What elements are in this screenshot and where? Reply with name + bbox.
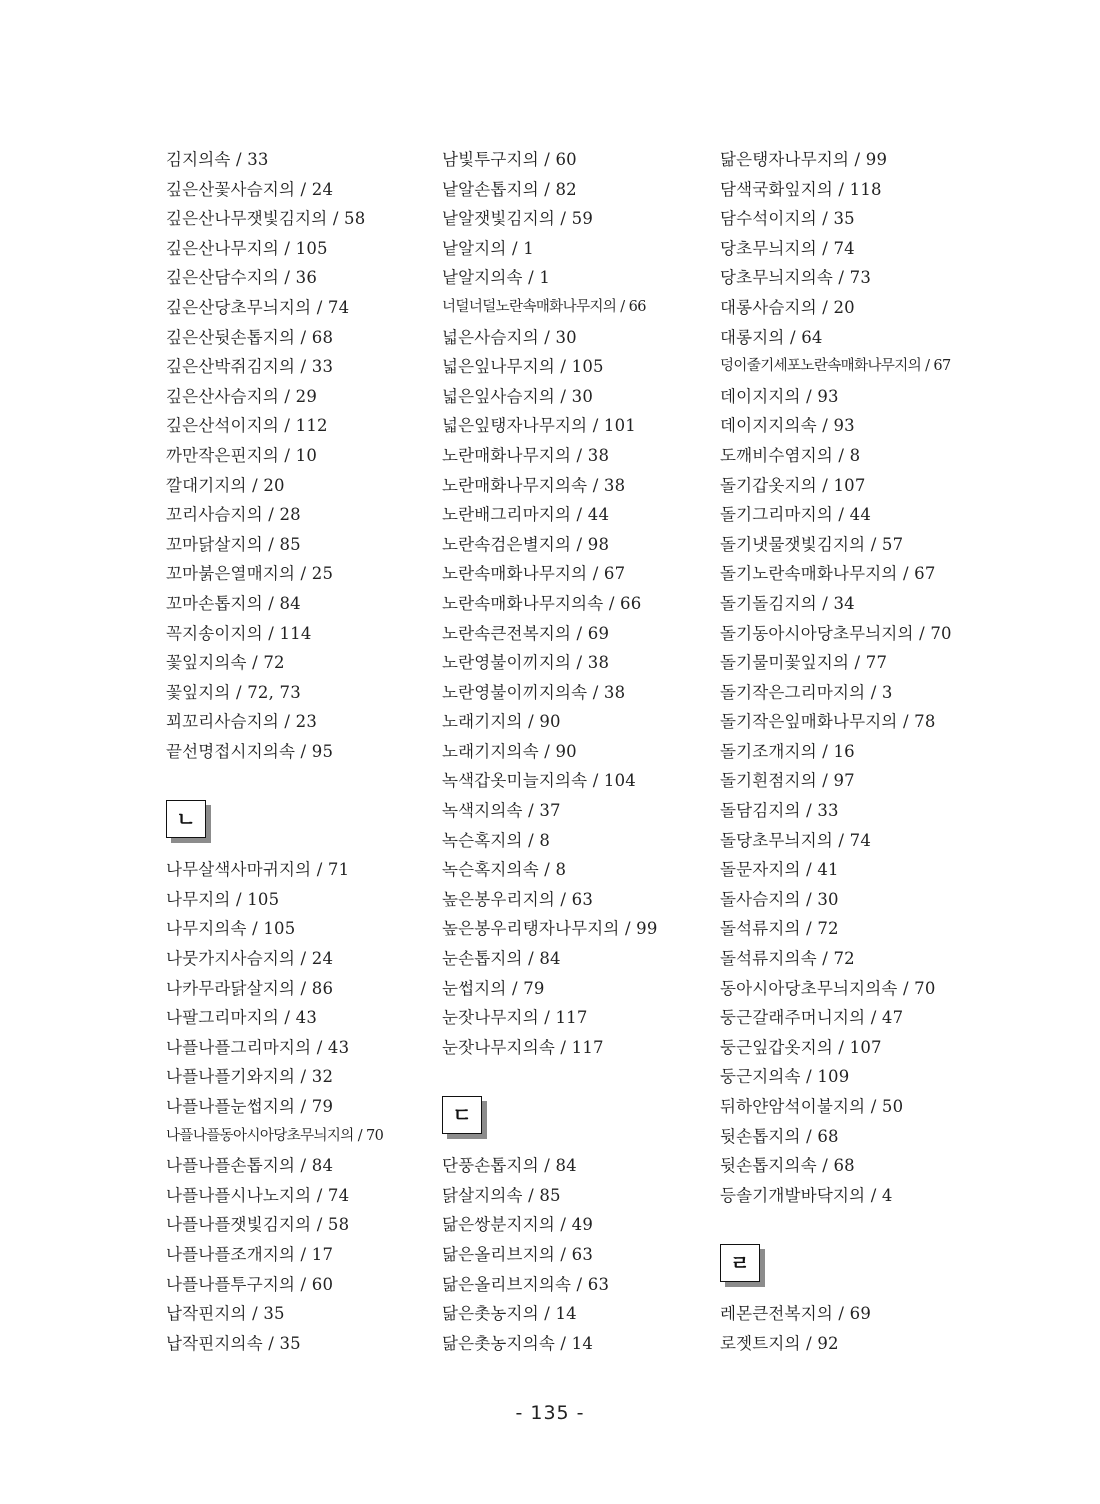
section-spacer — [166, 766, 416, 796]
index-entry: 노란매화나무지의 / 38 — [442, 445, 610, 465]
index-entry: 넓은잎탱자나무지의 / 101 — [442, 416, 636, 436]
index-entry: 김지의속 / 33 — [166, 150, 269, 169]
index-entry: 꼬리사슴지의 / 28 — [166, 505, 301, 525]
index-entry: 나플나플시나노지의 / 74 — [166, 1185, 350, 1205]
index-entry: 노란영불이끼지의속 / 38 — [442, 682, 626, 702]
index-entry: 뒤하얀암석이불지의 / 50 — [720, 1097, 904, 1116]
index-entry: 닮은올리브지의 / 63 — [442, 1244, 594, 1264]
index-entry: 노란속검은별지의 / 98 — [442, 534, 610, 554]
index-entry: 둥근지의속 / 109 — [720, 1067, 850, 1087]
index-entry: 꼭지송이지의 / 114 — [166, 623, 312, 643]
section-header — [166, 796, 416, 855]
index-entry: 깔대기지의 / 20 — [166, 475, 285, 495]
index-entry: 돌기갑옷지의 / 107 — [720, 475, 866, 495]
index-entry: 돌담김지의 / 33 — [720, 801, 839, 821]
index-entry: 눈잣나무지의 / 117 — [442, 1008, 588, 1028]
index-entry: 나팔그리마지의 / 43 — [166, 1008, 318, 1028]
index-entry: 도깨비수염지의 / 8 — [720, 445, 861, 465]
index-entry: 깊은산당초무늬지의 / 74 — [166, 297, 350, 317]
index-entry: 나무지의 / 105 — [166, 889, 280, 909]
index-entry: 뒷손톱지의속 / 68 — [720, 1156, 855, 1176]
index-entry: 낱알잿빛김지의 / 59 — [442, 209, 594, 229]
index-entry: 나플나플손톱지의 / 84 — [166, 1156, 334, 1176]
index-entry: 꽃잎지의 / 72, 73 — [166, 682, 301, 702]
index-entry: 돌석류지의 / 72 — [720, 919, 839, 939]
index-entry: 녹슨혹지의속 / 8 — [442, 860, 567, 880]
index-entry: 녹색지의속 / 37 — [442, 801, 561, 821]
index-entry: 담색국화잎지의 / 118 — [720, 179, 882, 199]
index-entry: 나플나플그리마지의 / 43 — [166, 1037, 350, 1057]
index-entry: 돌기동아시아당초무늬지의 / 70 — [720, 623, 952, 643]
index-entry: 깊은산뒷손톱지의 / 68 — [166, 327, 334, 347]
index-entry: 나플나플눈썹지의 / 79 — [166, 1097, 334, 1116]
section-spacer — [442, 1062, 697, 1092]
index-entry: 넓은잎사슴지의 / 30 — [442, 386, 594, 406]
index-entry: 돌문자지의 / 41 — [720, 860, 839, 880]
index-entry: 돌기그리마지의 / 44 — [720, 505, 872, 525]
index-entry: 돌석류지의속 / 72 — [720, 949, 855, 969]
index-entry: 대롱지의 / 64 — [720, 327, 823, 347]
index-entry: 남빛투구지의 / 60 — [442, 150, 577, 169]
index-entry: 눈손톱지의 / 84 — [442, 949, 561, 969]
index-column-3 — [720, 145, 980, 1358]
index-entry: 낱알손톱지의 / 82 — [442, 179, 577, 199]
index-entry: 데이지지의 / 93 — [720, 386, 839, 406]
index-entry: 레몬큰전복지의 / 69 — [720, 1304, 872, 1324]
section-header — [442, 1092, 697, 1151]
index-entry: 깊은산담수지의 / 36 — [166, 268, 318, 288]
index-entry: 낱알지의 / 1 — [442, 238, 534, 258]
index-entry: 돌사슴지의 / 30 — [720, 889, 839, 909]
index-entry: 닮은탱자나무지의 / 99 — [720, 150, 888, 169]
index-entry: 동아시아당초무늬지의속 / 70 — [720, 978, 936, 998]
index-entry: 로젯트지의 / 92 — [720, 1333, 839, 1353]
index-entry: 돌기조개지의 / 16 — [720, 741, 855, 761]
index-entry: 돌기노란속매화나무지의 / 67 — [720, 564, 936, 584]
index-entry: 닮은쌍분지지의 / 49 — [442, 1215, 594, 1235]
index-entry: 노란영불이끼지의 / 38 — [442, 653, 610, 673]
index-entry: 나무지의속 / 105 — [166, 919, 296, 939]
section-letter: ㄹ — [720, 1244, 760, 1282]
index-entry: 데이지지의속 / 93 — [720, 416, 855, 436]
index-entry: 꾀꼬리사슴지의 / 23 — [166, 712, 318, 732]
index-entry: 뒷손톱지의 / 68 — [720, 1126, 839, 1146]
index-entry: 노래기지의속 / 90 — [442, 741, 577, 761]
index-entry: 둥근갈래주머니지의 / 47 — [720, 1008, 904, 1028]
index-entry: 둥근잎갑옷지의 / 107 — [720, 1037, 882, 1057]
index-entry: 낱알지의속 / 1 — [442, 268, 551, 288]
index-entry: 노란속큰전복지의 / 69 — [442, 623, 610, 643]
index-entry: 눈잣나무지의속 / 117 — [442, 1037, 604, 1057]
section-spacer — [720, 1210, 980, 1240]
index-entry: 꼬마손톱지의 / 84 — [166, 593, 301, 613]
index-entry: 닮은촛농지의 / 14 — [442, 1304, 577, 1324]
index-entry: 납작핀지의 / 35 — [166, 1304, 285, 1324]
index-entry: 끝선명접시지의속 / 95 — [166, 741, 334, 761]
index-entry: 돌기냇물잿빛김지의 / 57 — [720, 534, 904, 554]
index-entry: 당초무늬지의속 / 73 — [720, 268, 872, 288]
index-entry: 당초무늬지의 / 74 — [720, 238, 855, 258]
index-entry: 돌기돌김지의 / 34 — [720, 593, 855, 613]
index-entry: 나플나플기와지의 / 32 — [166, 1067, 334, 1087]
index-entry: 너덜너덜노란속매화나무지의 / 66 — [442, 298, 646, 315]
index-entry: 나플나플동아시아당초무늬지의 / 70 — [166, 1127, 384, 1144]
index-entry: 나카무라닭살지의 / 86 — [166, 978, 334, 998]
section-letter: ㄴ — [166, 800, 206, 838]
index-entry: 담수석이지의 / 35 — [720, 209, 855, 229]
index-entry: 나플나플조개지의 / 17 — [166, 1244, 334, 1264]
index-entry: 노란배그리마지의 / 44 — [442, 505, 610, 525]
index-entry: 나플나플잿빛김지의 / 58 — [166, 1215, 350, 1235]
index-entry: 높은봉우리탱자나무지의 / 99 — [442, 919, 658, 939]
index-entry: 깊은산박쥐김지의 / 33 — [166, 357, 334, 377]
index-entry: 깊은산석이지의 / 112 — [166, 416, 328, 436]
index-entry: 높은봉우리지의 / 63 — [442, 889, 594, 909]
section-header — [720, 1240, 980, 1299]
index-entry: 넓은사슴지의 / 30 — [442, 327, 577, 347]
index-entry: 깊은산나무잿빛김지의 / 58 — [166, 209, 366, 229]
index-entry: 단풍손톱지의 / 84 — [442, 1156, 577, 1176]
index-entry: 깊은산꽃사슴지의 / 24 — [166, 179, 334, 199]
index-entry: 꽃잎지의속 / 72 — [166, 653, 285, 673]
index-entry: 나뭇가지사슴지의 / 24 — [166, 949, 334, 969]
index-entry: 꼬마닭살지의 / 85 — [166, 534, 301, 554]
index-entry: 눈썹지의 / 79 — [442, 978, 545, 998]
index-entry: 돌기작은잎매화나무지의 / 78 — [720, 712, 936, 732]
index-column-2 — [442, 145, 697, 1358]
index-entry: 닮은촛농지의속 / 14 — [442, 1333, 594, 1353]
index-entry: 노래기지의 / 90 — [442, 712, 561, 732]
index-entry: 나무살색사마귀지의 / 71 — [166, 860, 350, 880]
index-entry: 납작핀지의속 / 35 — [166, 1333, 301, 1353]
index-entry: 돌기흰점지의 / 97 — [720, 771, 855, 791]
index-entry: 노란속매화나무지의속 / 66 — [442, 593, 642, 613]
index-entry: 녹슨혹지의 / 8 — [442, 830, 551, 850]
index-entry: 등솔기개발바닥지의 / 4 — [720, 1185, 893, 1205]
index-entry: 닭살지의속 / 85 — [442, 1185, 561, 1205]
index-entry: 깊은산나무지의 / 105 — [166, 238, 328, 258]
index-entry: 녹색갑옷미늘지의속 / 104 — [442, 771, 636, 791]
index-entry: 넓은잎나무지의 / 105 — [442, 357, 604, 377]
index-entry: 돌기물미꽃잎지의 / 77 — [720, 653, 888, 673]
index-entry: 대롱사슴지의 / 20 — [720, 297, 855, 317]
section-letter: ㄷ — [442, 1096, 482, 1134]
index-entry: 깊은산사슴지의 / 29 — [166, 386, 318, 406]
index-entry: 돌기작은그리마지의 / 3 — [720, 682, 893, 702]
index-entry: 노란매화나무지의속 / 38 — [442, 475, 626, 495]
index-column-1 — [166, 145, 416, 1358]
index-entry: 돌당초무늬지의 / 74 — [720, 830, 872, 850]
page-number: - 135 - — [515, 1402, 585, 1424]
index-entry: 노란속매화나무지의 / 67 — [442, 564, 626, 584]
index-entry: 나플나플투구지의 / 60 — [166, 1274, 334, 1294]
index-entry: 까만작은핀지의 / 10 — [166, 445, 318, 465]
index-entry: 덩이줄기세포노란속매화나무지의 / 67 — [720, 358, 951, 375]
index-entry: 닮은올리브지의속 / 63 — [442, 1274, 610, 1294]
index-entry: 꼬마붉은열매지의 / 25 — [166, 564, 334, 584]
